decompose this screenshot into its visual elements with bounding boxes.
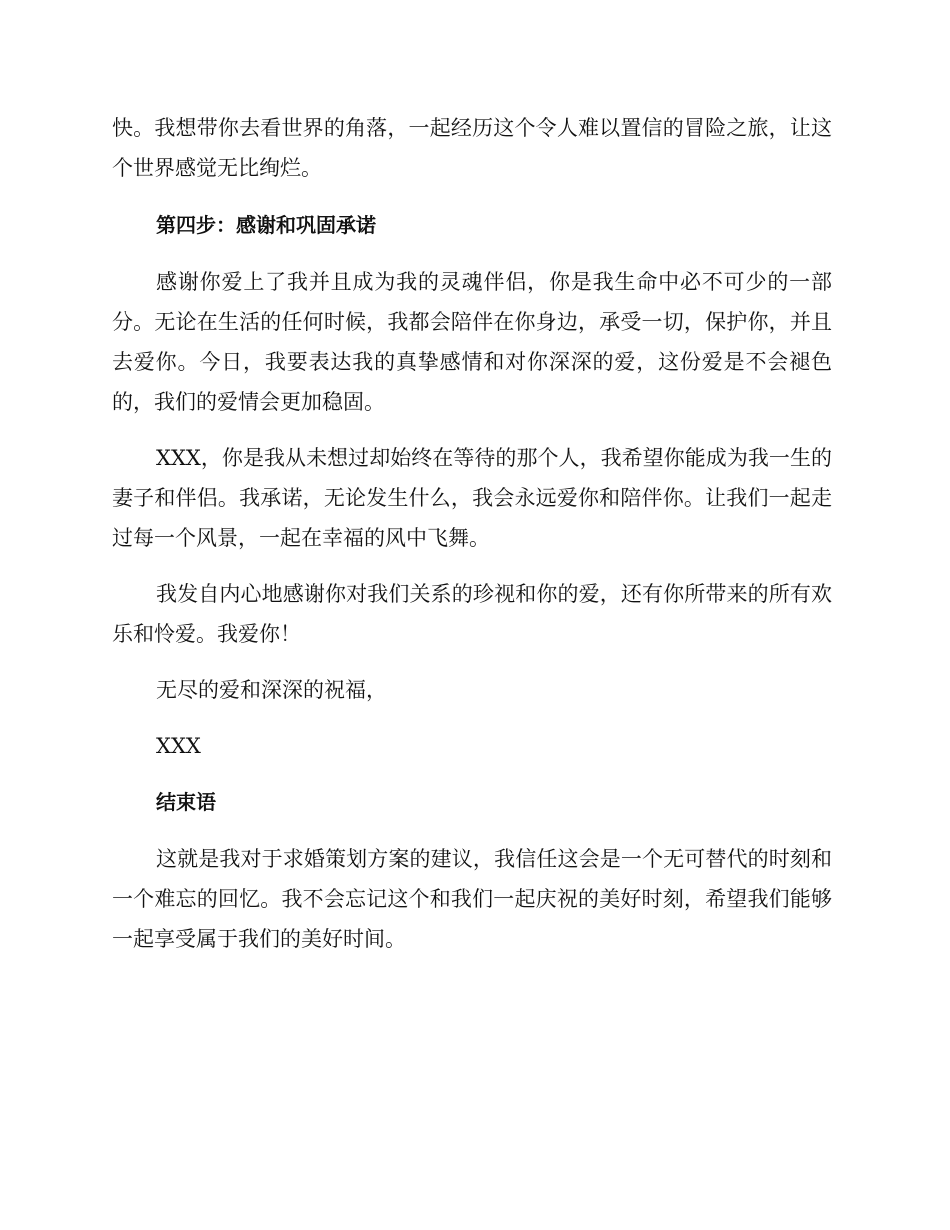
signature: XXX	[156, 734, 201, 758]
closing-line: 无尽的爱和深深的祝福，	[156, 678, 387, 702]
document-body	[112, 108, 832, 959]
section-heading-conclusion: 结束语	[156, 790, 216, 814]
paragraph-proposal: XXX，你是我从未想过却始终在等待的那个人，我希望你能成为我一生的妻子和伴侣。我承诺，无论发生什么，我会永远爱你和陪伴你。让我们一起走过每一个风景，一起在幸福的风中飞舞。	[112, 446, 832, 550]
paragraph-gratitude: 我发自内心地感谢你对我们关系的珍视和你的爱，还有你所带来的所有欢乐和怜爱。我爱你！	[112, 582, 832, 646]
paragraph-thanks: 感谢你爱上了我并且成为我的灵魂伴侣，你是我生命中必不可少的一部分。无论在生活的任何时候，我都会陪伴在你身边，承受一切，保护你，并且去爱你。今日，我要表达我的真挚感情和对你深深的爱，这份爱是不会褪色的，我们的爱情会更加稳固。	[112, 270, 832, 414]
section-heading-step4: 第四步：感谢和巩固承诺	[156, 213, 376, 237]
paragraph-continued: 快。我想带你去看世界的角落，一起经历这个令人难以置信的冒险之旅，让这个世界感觉无比绚烂。	[112, 116, 832, 180]
paragraph-conclusion: 这就是我对于求婚策划方案的建议，我信任这会是一个无可替代的时刻和一个难忘的回忆。我不会忘记这个和我们一起庆祝的美好时刻，希望我们能够一起享受属于我们的美好时间。	[112, 847, 832, 951]
